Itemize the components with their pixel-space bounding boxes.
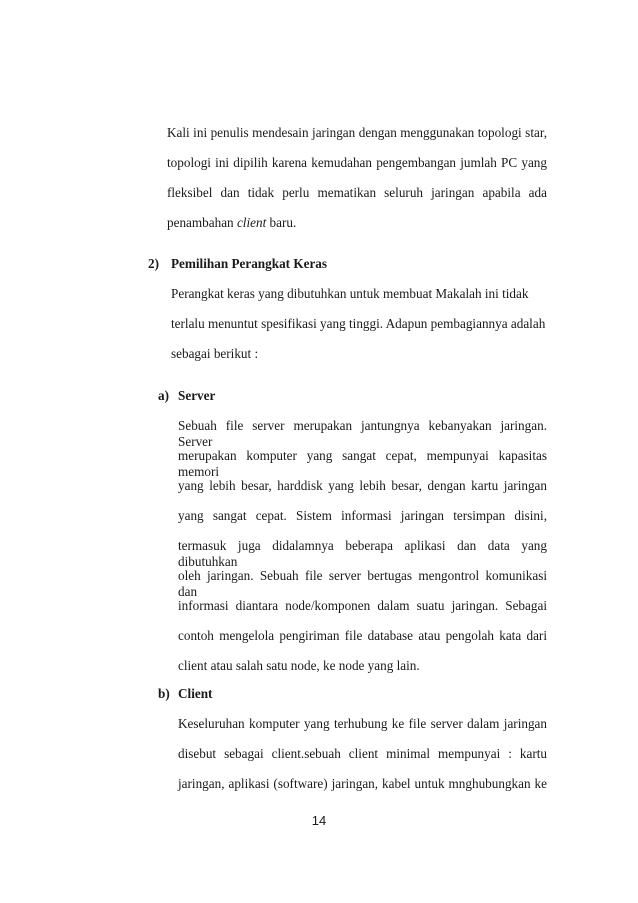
section-2-title: Pemilihan Perangkat Keras [171,256,328,271]
section-2-number: 2) [148,256,159,271]
intro-line-1: Kali ini penulis mendesain jaringan dengan menggunakan topologi star, [167,125,547,140]
client-label: b) [158,686,170,701]
intro-line-2: topologi ini dipilih karena kemudahan pengembangan jumlah PC yang [167,155,547,170]
server-line: yang sangat cepat. Sistem informasi jaringan tersimpan disini, [178,508,547,523]
intro-line-4-end: baru. [269,215,297,230]
server-line: oleh jaringan. Sebuah file server bertugas mengontrol komunikasi dan [178,568,547,599]
server-line: informasi diantara node/komponen dalam suatu jaringan. Sebagai [178,598,547,613]
page-number: 14 [311,813,327,828]
server-line: merupakan komputer yang sangat cepat, mempunyai kapasitas memori [178,448,547,479]
server-title: Server [178,388,216,403]
intro-italic-client: client [236,215,267,230]
client-line: jaringan, aplikasi (software) jaringan, kabel untuk mnghubungkan ke [178,776,547,791]
server-label: a) [158,388,169,403]
section-2-line: sebagai berikut : [171,346,259,361]
section-2-line: Perangkat keras yang dibutuhkan untuk membuat Makalah ini tidak [171,286,529,301]
client-title: Client [178,686,213,701]
server-line: termasuk juga didalamnya beberapa aplikasi dan data yang dibutuhkan [178,538,547,569]
client-line: Keseluruhan komputer yang terhubung ke file server dalam jaringan [178,716,547,731]
server-line: client atau salah satu node, ke node yang lain. [178,658,420,673]
server-line: yang lebih besar, harddisk yang lebih besar, dengan kartu jaringan [178,478,547,493]
server-line: Sebuah file server merupakan jantungnya kebanyakan jaringan. Server [178,418,547,449]
intro-line-4-text: penambahan [167,215,234,230]
section-2-line: terlalu menuntut spesifikasi yang tinggi. Adapun pembagiannya adalah [171,316,546,331]
client-line: disebut sebagai client.sebuah client minimal mempunyai : kartu [178,746,547,761]
intro-line-3: fleksibel dan tidak perlu mematikan seluruh jaringan apabila ada [167,185,547,200]
intro-line-4 [167,215,296,231]
server-line: contoh mengelola pengiriman file database atau pengolah kata dari [178,628,547,643]
